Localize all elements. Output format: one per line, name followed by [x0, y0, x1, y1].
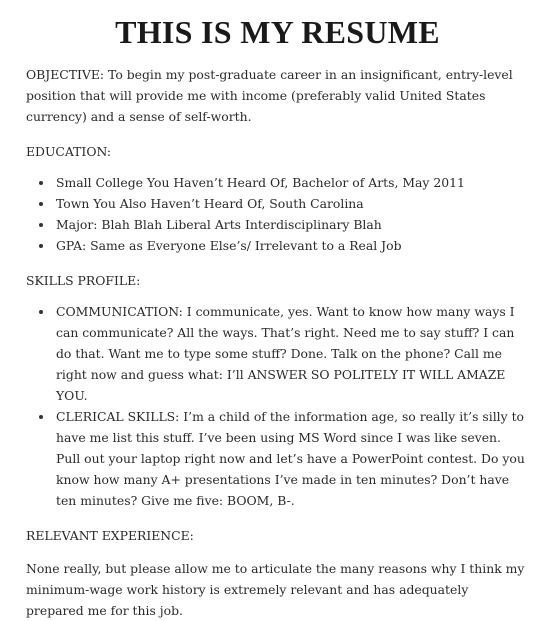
education-item-text: Town You Also Haven’t Heard Of, South Carolina — [56, 196, 364, 211]
skills-item-text: CLERICAL SKILLS: I’m a child of the information age, so really it’s silly to have me list this stuff. I’ve been using MS Word since I was like seven. Pull out your laptop right now and let’s have a PowerPoint contest. Do you know how many A+ presentations I’ve made in ten minutes? Don’t have ten minutes? Give me five: BOOM, B-. — [56, 409, 525, 508]
education-item-text: Major: Blah Blah Liberal Arts Interdisciplinary Blah — [56, 217, 382, 232]
bullet-icon — [39, 181, 43, 185]
resume-title: THIS IS MY RESUME — [115, 14, 440, 50]
skills-heading: SKILLS PROFILE: — [26, 273, 141, 288]
bullet-icon — [39, 310, 43, 314]
skills-list — [26, 301, 529, 511]
education-item — [56, 172, 529, 193]
education-item — [56, 235, 529, 256]
education-heading: EDUCATION: — [26, 144, 112, 159]
education-item — [56, 214, 529, 235]
bullet-icon — [39, 223, 43, 227]
experience-paragraph: None really, but please allow me to articulate the many reasons why I think my minimum-wage work history is extremely relevant and has adequately prepared me for this job. — [26, 561, 525, 618]
education-list — [26, 172, 529, 256]
experience-heading: RELEVANT EXPERIENCE: — [26, 528, 194, 543]
skills-item — [56, 301, 529, 406]
bullet-icon — [39, 415, 43, 419]
skills-item — [56, 406, 529, 511]
bullet-icon — [39, 202, 43, 206]
education-item-text: GPA: Same as Everyone Else’s/ Irrelevant to a Real Job — [56, 238, 402, 253]
bullet-icon — [39, 244, 43, 248]
skills-item-text: COMMUNICATION: I communicate, yes. Want to know how many ways I can communicate? All the ways. That’s right. Need me to say stuff? I can do that. Want me to type some stuff? Done. Talk on the phone? Call me right now and guess what: I’ll ANSWER SO POLITELY IT WILL AMAZE YOU. — [56, 304, 515, 403]
education-item — [56, 193, 529, 214]
objective-paragraph: OBJECTIVE: To begin my post-graduate career in an insignificant, entry-level position that will provide me with income (preferably valid United States currency) and a sense of self-worth. — [26, 67, 513, 124]
education-item-text: Small College You Haven’t Heard Of, Bachelor of Arts, May 2011 — [56, 175, 465, 190]
